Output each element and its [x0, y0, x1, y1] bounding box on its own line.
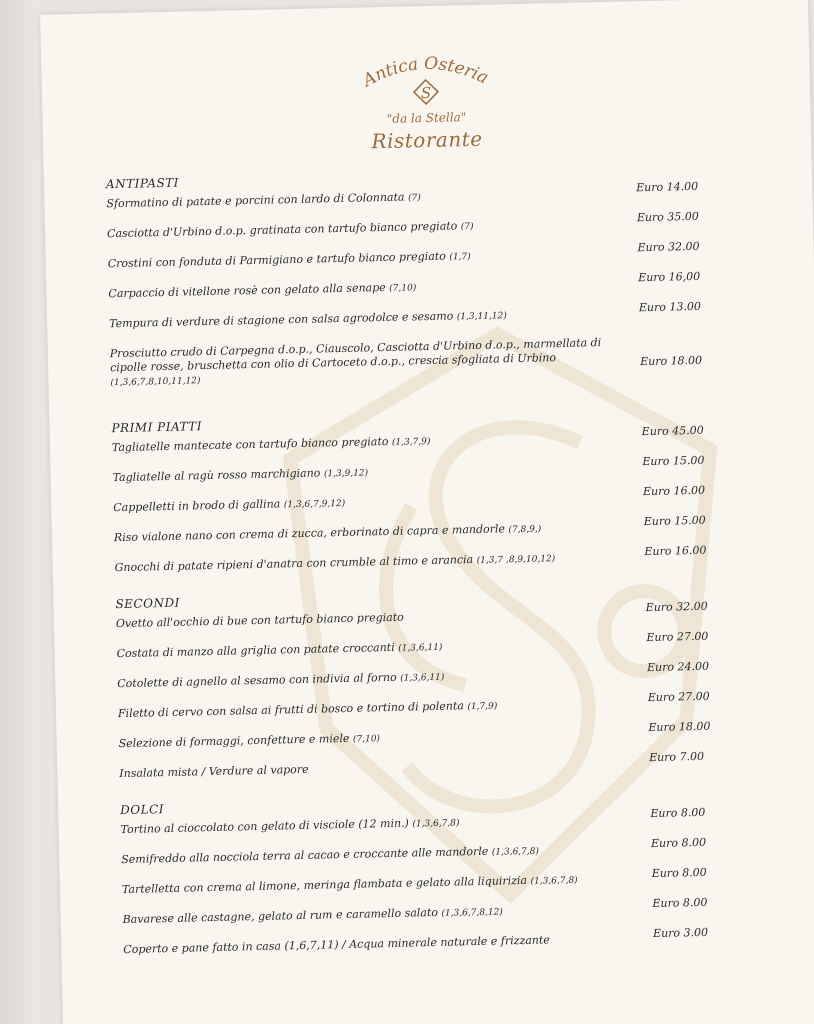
menu-item-price: Euro 16,00: [638, 269, 701, 285]
menu-item-name: Bavarese alle castagne, gelato al rum e caramello salato: [122, 905, 439, 927]
menu-item-price: Euro 8.00: [650, 805, 706, 821]
menu-item-price: Euro 3.00: [652, 925, 709, 941]
menu-item-allergens: (7,10): [352, 734, 381, 745]
menu-item-name: Tartelletta con crema al limone, meringa flambata e gelato alla liquirizia: [121, 873, 528, 897]
menu-item-price: Euro 16.00: [644, 543, 707, 559]
menu-item: [116, 629, 736, 663]
menu-item-price: Euro 45.00: [641, 423, 704, 439]
menu-paper: [40, 0, 814, 1024]
menu-item: [110, 333, 731, 401]
menu-item-allergens: (1,3,6,7,8): [530, 875, 578, 887]
restaurant-type-label: Ristorante: [371, 126, 483, 154]
menu-item: [121, 835, 741, 869]
menu-item-allergens: (1,3,6,7,8): [491, 846, 540, 858]
menu-item-allergens: (1,3,11,12): [456, 311, 507, 323]
menu-item: [117, 689, 738, 723]
menu-item-allergens: (1,3,6,7,8,12): [441, 907, 503, 919]
menu-item: [108, 269, 728, 303]
menu-item-name: Semifreddo alla nocciola terra al cacao e croccante alle mandorle: [121, 844, 489, 867]
menu-item: [108, 299, 729, 333]
menu-item-allergens: (7,8,9,): [508, 524, 542, 536]
menu-item-allergens: (1,7,9): [467, 701, 498, 713]
restaurant-logo-icon: [325, 48, 527, 133]
menu-item-name: Tempura di verdure di stagione con salsa agrodolce e sesamo: [108, 309, 454, 331]
menu-item-name: Crostini con fonduta di Parmigiano e tartufo bianco pregiato: [107, 249, 446, 271]
menu-item-name: Tagliatelle al ragù rosso marchigiano: [112, 466, 321, 485]
menu-item-price: Euro 8.00: [652, 895, 708, 911]
menu-item-name: Gnocchi di patate ripieni d'anatra con crumble al timo e arancia: [114, 553, 474, 575]
menu-section: [106, 157, 731, 401]
menu-section: [120, 783, 744, 959]
svg-text:"da la Stella": "da la Stella": [386, 110, 467, 126]
menu-item-price: Euro 15.00: [643, 513, 706, 529]
svg-text:S: S: [420, 83, 432, 103]
menu-item-price: Euro 35.00: [636, 209, 699, 225]
menu-item: [119, 749, 739, 783]
menu-section: [115, 577, 739, 783]
menu-item-price: Euro 32.00: [645, 599, 708, 615]
menu-item-allergens: (1,3,6,7,8,10,11,12): [110, 376, 201, 389]
menu-item: [122, 895, 743, 929]
menu-item-name: Costata di manzo alla griglia con patate croccanti: [116, 640, 395, 661]
menu-item-price: Euro 13.00: [638, 299, 702, 315]
section-title: PRIMI PIATTI: [111, 419, 203, 436]
menu-item-allergens: (1,3,7,9): [391, 436, 431, 448]
menu-item-allergens: (1,3,6,11): [398, 642, 443, 654]
menu-item-allergens: (7,10): [389, 283, 417, 294]
menu-item: [117, 659, 737, 693]
menu-header: [41, 41, 811, 160]
menu-item-price: Euro 27.00: [647, 689, 710, 705]
menu-item-allergens: (7): [407, 193, 421, 204]
menu-item-price: Euro 24.00: [646, 659, 710, 675]
menu-item-price: Euro 15.00: [642, 453, 705, 469]
menu-item-name: Selezione di formaggi, confetture e miele: [118, 731, 350, 751]
table-surface: [0, 0, 40, 1024]
menu-item: [121, 865, 742, 899]
menu-item: [114, 543, 735, 577]
menu-item-price: Euro 27.00: [646, 629, 709, 645]
menu-item: [118, 719, 739, 753]
menu-item: [113, 513, 734, 547]
menu-item-name: Carpaccio di vitellone rosè con gelato alla senape: [108, 280, 386, 301]
menu-item-price: Euro 14.00: [636, 179, 699, 195]
menu-item-allergens: (1,3,7 ,8,9,10,12): [476, 554, 556, 566]
menu-item-price: Euro 18.00: [639, 353, 703, 369]
menu-item: [112, 453, 732, 487]
menu-item-price: Euro 7.00: [648, 749, 705, 765]
menu-item-name: Tortino al cioccolato con gelato di visciole (12 min.): [120, 816, 410, 837]
menu-item-allergens: (1,3,6,11): [400, 672, 445, 684]
menu-item: [107, 239, 728, 273]
menu-item-price: Euro 32.00: [637, 239, 700, 255]
menu-item-allergens: (7): [460, 221, 474, 233]
menu-item-allergens: (1,7): [449, 252, 471, 263]
menu-item-name: Riso vialone nano con crema di zucca, erborinato di capra e mandorle: [113, 522, 506, 545]
menu-item-name: Casciotta d'Urbino d.o.p. gratinata con tartufo bianco pregiato: [106, 219, 458, 241]
menu-item-price: Euro 16.00: [642, 483, 706, 499]
menu-item-name: Cappelletti in brodo di gallina: [113, 497, 281, 515]
menu-item-allergens: (1,3,6,7,9,12): [283, 498, 346, 511]
menu-item-name: Prosciutto crudo di Carpegna d.o.p., Ciauscolo, Casciotta d'Urbino d.o.p., marmellata di cipolle rosse, bruschetta con olio di Cartoceto d.o.p., crescia sfogliata di Urbino: [109, 336, 602, 375]
menu-item-name: Coperto e pane fatto in casa (1,6,7,11) / Acqua minerale naturale e frizzante: [123, 933, 551, 957]
section-title: SECONDI: [115, 595, 181, 612]
menu-item: [106, 209, 727, 243]
section-title: DOLCI: [120, 802, 165, 818]
menu-item-price: Euro 8.00: [651, 865, 707, 881]
menu-item: [123, 925, 743, 959]
menu-item-price: Euro 18.00: [648, 719, 711, 735]
menu-item-name: Ovetto all'occhio di bue con tartufo bianco pregiato: [115, 610, 404, 631]
menu-item: [113, 483, 733, 517]
menu-item-name: Filetto di cervo con salsa ai frutti di bosco e tortino di polenta: [117, 699, 465, 721]
menu-item-allergens: (1,3,6,7,8): [412, 818, 460, 830]
section-title: ANTIPASTI: [105, 175, 180, 192]
menu-item-allergens: (1,3,9,12): [323, 468, 369, 480]
menu-list: [106, 157, 744, 973]
menu-section: [111, 401, 735, 577]
menu-item-name: Cotolette di agnello al sesamo con indivia al forno: [117, 670, 397, 691]
menu-item-name: Insalata mista / Verdure al vapore: [119, 762, 309, 781]
menu-item-price: Euro 8.00: [650, 835, 707, 851]
svg-text:Antica Osteria: Antica Osteria: [359, 53, 492, 91]
menu-item-name: Sformatino di patate e porcini con lardo di Colonnata: [106, 190, 405, 211]
menu-item-name: Tagliatelle mantecate con tartufo bianco pregiato: [111, 434, 389, 455]
